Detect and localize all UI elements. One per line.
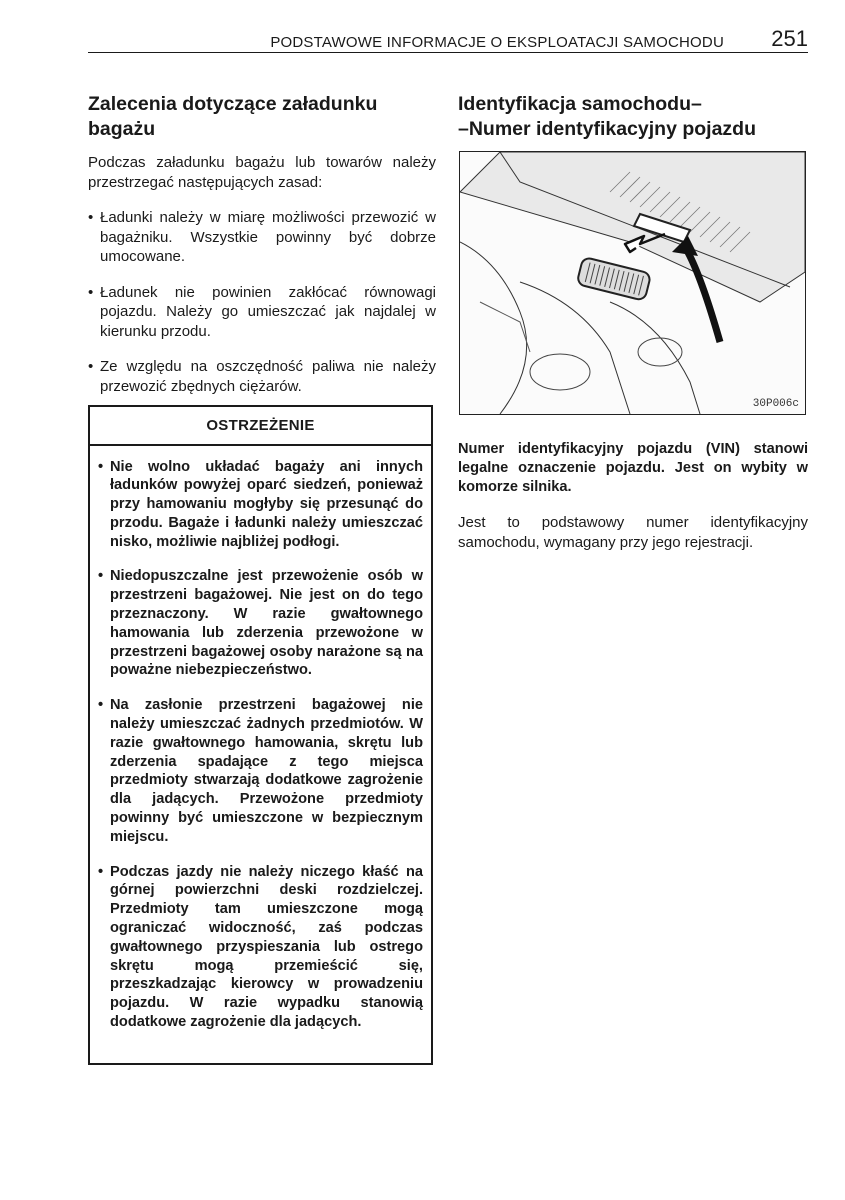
list-item: • Podczas jazdy nie należy niczego kłaść na górnej powierzchni deski rozdzielczej. Przedmioty tam umieszczone mogą ograniczać widoczność, zaś podczas gwałtownego przyspieszania lub ostrego skrętu mogą przemieścić się, przeszkadzając kierowcy w prowadzeniu pojazdu. W razie wypadku stanowią dodatkowe zagrożenie dla jadących.: [98, 863, 423, 1031]
right-column: [458, 92, 808, 142]
figure-code: 30P006c: [752, 398, 799, 410]
vin-note-text: Jest to podstawowy numer identyfikacyjny samochodu, wymagany przy jego rejestracji.: [458, 514, 808, 551]
warning-box: [88, 405, 433, 1065]
vin-description: [458, 440, 808, 497]
warning-divider: [90, 444, 431, 446]
engine-compartment-illustration: [459, 151, 806, 415]
loading-rules-list: [88, 208, 436, 396]
loading-heading: Zalecenia dotyczące załadunku bagażu: [88, 93, 378, 140]
vin-heading-line1: Identyfikacja samochodu–: [458, 93, 702, 115]
list-item: • Ładunki należy w miarę możliwości przewozić w bagażniku. Wszystkie powinny być dobrze umocowane.: [88, 209, 436, 265]
header-rule: [88, 52, 808, 53]
loading-intro: Podczas załadunku bagażu lub towarów należy przestrzegać następujących zasad:: [88, 154, 436, 191]
section-title: PODSTAWOWE INFORMACJE O EKSPLOATACJI SAMOCHODU: [270, 34, 724, 51]
page-header: [88, 26, 808, 54]
vin-note: [458, 513, 808, 552]
list-item: • Niedopuszczalne jest przewożenie osób w przestrzeni bagażowej. Nie jest on do tego przeznaczony. W razie gwałtownego hamowania lub zderzenia przewożone w przestrzeni bagażowej osoby narażone są na poważne niebezpieczeństwo.: [98, 568, 423, 679]
page-number: 251: [771, 26, 808, 51]
vin-heading: [458, 92, 808, 142]
warning-list: [98, 458, 423, 1032]
warning-title: OSTRZEŻENIE: [206, 417, 315, 434]
left-column: [88, 92, 436, 412]
list-item: • Ze względu na oszczędność paliwa nie należy przewozić zbędnych ciężarów.: [88, 358, 436, 395]
list-item: • Na zasłonie przestrzeni bagażowej nie należy umieszczać żadnych przedmiotów. W razie gwałtownego hamowania, skrętu lub zderzenia spadające z tego miejsca przedmioty stwarzają dodatkowe zagrożenie dla jadących. Przewożone przedmioty powinny być umieszczone w bezpiecznym miejscu.: [98, 697, 423, 845]
vin-bold-text: Numer identyfikacyjny pojazdu (VIN) stanowi legalne oznaczenie pojazdu. Jest on wybity w komorze silnika.: [458, 441, 808, 495]
list-item: • Nie wolno układać bagaży ani innych ładunków powyżej oparć siedzeń, ponieważ przy hamowaniu mogłyby się przesunąć do przodu. Bagaże i ładunki należy umieszczać nisko, możliwie najbliżej podłogi.: [98, 458, 423, 550]
engine-bay-drawing: [460, 152, 805, 414]
vin-heading-line2: –Numer identyfikacyjny pojazdu: [458, 118, 756, 140]
list-item: • Ładunek nie powinien zakłócać równowagi pojazdu. Należy go umieszczać jak najdalej w kierunku przodu.: [88, 283, 436, 340]
